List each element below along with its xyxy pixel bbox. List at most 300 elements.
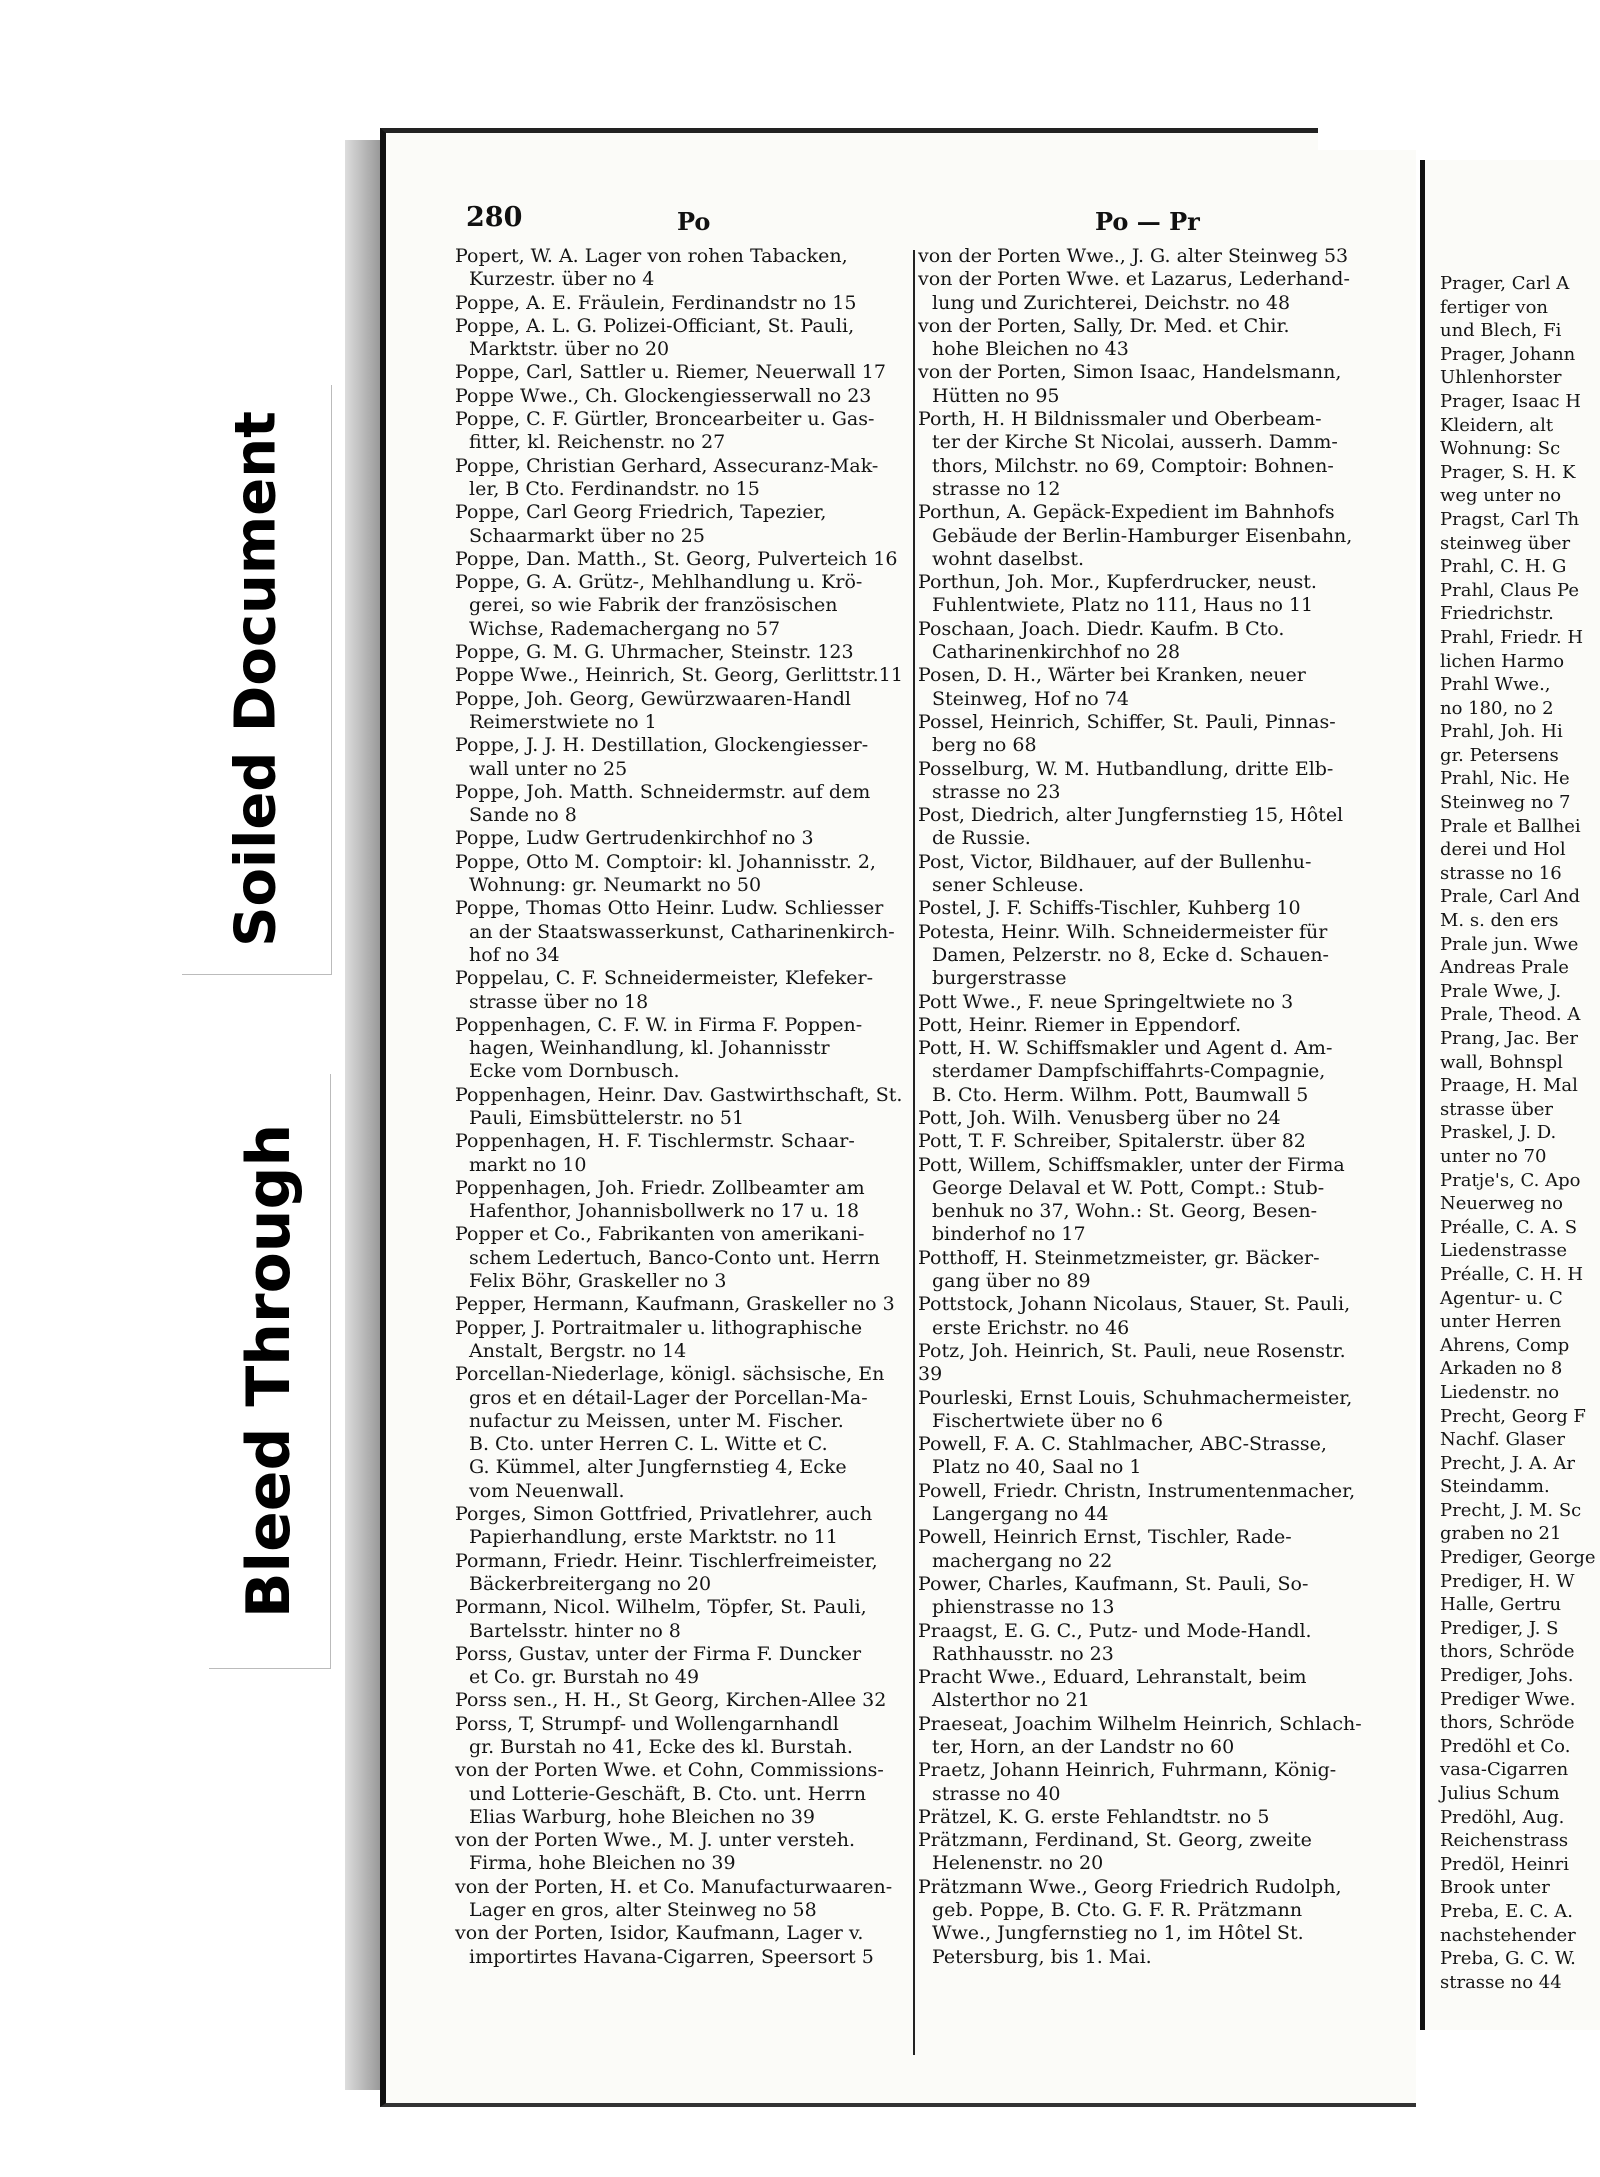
entry-line: Pott, Willem, Schiffsmakler, unter der Firma bbox=[918, 1153, 1345, 1176]
entry-line: Poppe, G. A. Grütz-, Mehlhandlung u. Krö- bbox=[455, 571, 863, 594]
partial-entry-line: Liedenstrasse bbox=[1440, 1240, 1568, 1262]
entry-line: Poppenhagen, Heinr. Dav. Gastwirthschaft, St. bbox=[455, 1083, 903, 1106]
entry-line: von der Porten Wwe. et Lazarus, Lederhand- bbox=[918, 268, 1350, 291]
entry-line: gang über no 89 bbox=[932, 1270, 1091, 1293]
entry-line: gros et en détail-Lager der Porcellan-Ma- bbox=[469, 1386, 868, 1409]
entry-line: Poppenhagen, C. F. W. in Firma F. Poppen- bbox=[455, 1013, 863, 1036]
partial-entry-line: Prahl, Friedr. H bbox=[1440, 626, 1584, 648]
directory-entry bbox=[455, 1223, 917, 1293]
entry-line: Reimerstwiete no 1 bbox=[469, 710, 657, 733]
entry-line: Porss sen., H. H., St Georg, Kirchen-Allee 32 bbox=[455, 1689, 887, 1712]
partial-entry-line: unter no 70 bbox=[1440, 1145, 1547, 1167]
entry-line: Ecke vom Dornbusch. bbox=[469, 1060, 680, 1083]
partial-entry-line: Pratje's, C. Apo bbox=[1440, 1169, 1581, 1191]
partial-entry-line: Steindamm. bbox=[1440, 1476, 1550, 1498]
entry-line: machergang no 22 bbox=[932, 1549, 1113, 1572]
entry-line: strasse no 23 bbox=[932, 780, 1061, 803]
entry-line: Fuhlentwiete, Platz no 111, Haus no 11 bbox=[932, 594, 1314, 617]
entry-line: Pormann, Nicol. Wilhelm, Töpfer, St. Pauli, bbox=[455, 1596, 867, 1619]
directory-entry bbox=[455, 1876, 917, 1923]
directory-entry bbox=[455, 501, 917, 548]
entry-line: Elias Warburg, hohe Bleichen no 39 bbox=[469, 1805, 815, 1828]
entry-line: Prätzel, K. G. erste Fehlandtstr. no 5 bbox=[918, 1805, 1270, 1828]
directory-entry bbox=[918, 1107, 1370, 1130]
partial-entry-line: Reichenstrass bbox=[1440, 1830, 1569, 1852]
entry-line: Power, Charles, Kaufmann, St. Pauli, So- bbox=[918, 1572, 1309, 1595]
entry-line: Wwe., Jungfernstieg no 1, im Hôtel St. bbox=[932, 1922, 1304, 1945]
partial-entry-line: Prale, Theod. A bbox=[1440, 1004, 1581, 1026]
partial-entry-line: Prediger, George bbox=[1440, 1547, 1596, 1569]
entry-line: wall unter no 25 bbox=[469, 757, 628, 780]
directory-entry bbox=[455, 827, 917, 850]
partial-entry-line: strasse über bbox=[1440, 1098, 1554, 1120]
entry-line: Wichse, Rademachergang no 57 bbox=[469, 617, 781, 640]
entry-line: phienstrasse no 13 bbox=[932, 1596, 1115, 1619]
directory-entry bbox=[455, 571, 917, 641]
entry-line: B. Cto. Herm. Wilhm. Pott, Baumwall 5 bbox=[932, 1083, 1309, 1106]
partial-entry-line: steinweg über bbox=[1440, 532, 1571, 554]
entry-line: Potesta, Heinr. Wilh. Schneidermeister für bbox=[918, 920, 1328, 943]
partial-entry-line: Prahl Wwe., bbox=[1440, 674, 1551, 696]
partial-entry-line: Prale jun. Wwe bbox=[1440, 933, 1579, 955]
entry-line: Poppe, Dan. Matth., St. Georg, Pulverteich 16 bbox=[455, 547, 898, 570]
partial-entry-line: und Blech, Fi bbox=[1440, 320, 1562, 342]
entry-line: und Lotterie-Geschäft, B. Cto. unt. Herrn bbox=[469, 1782, 866, 1805]
directory-entry bbox=[918, 1014, 1370, 1037]
partial-entry-line: Prediger, Johs. bbox=[1440, 1665, 1574, 1687]
entry-line: thors, Milchstr. no 69, Comptoir: Bohnen- bbox=[932, 454, 1334, 477]
entry-line: Popper, J. Portraitmaler u. lithographische bbox=[455, 1316, 863, 1339]
entry-line: B. Cto. unter Herren C. L. Witte et C. bbox=[469, 1433, 828, 1456]
soiled-document-label: Soiled Document bbox=[223, 411, 289, 947]
entry-line: Pott, T. F. Schreiber, Spitalerstr. über 82 bbox=[918, 1130, 1306, 1153]
entry-line: berg no 68 bbox=[932, 734, 1037, 757]
directory-entry bbox=[918, 1806, 1370, 1829]
running-head-right: Po — Pr bbox=[1095, 207, 1200, 236]
partial-entry-line: graben no 21 bbox=[1440, 1523, 1562, 1545]
entry-line: Pott, Heinr. Riemer in Eppendorf. bbox=[918, 1013, 1242, 1036]
entry-line: Posselburg, W. M. Hutbandlung, dritte Elb- bbox=[918, 757, 1334, 780]
entry-line: benhuk no 37, Wohn.: St. Georg, Besen- bbox=[932, 1200, 1318, 1223]
partial-entry-line: Neuerweg no bbox=[1440, 1193, 1563, 1215]
partial-entry-line: Prahl, Joh. Hi bbox=[1440, 721, 1563, 743]
partial-entry-line: gr. Petersens bbox=[1440, 744, 1559, 766]
entry-line: Kurzestr. über no 4 bbox=[469, 268, 655, 291]
partial-entry-line: Wohnung: Sc bbox=[1440, 438, 1561, 460]
entry-line: strasse no 12 bbox=[932, 477, 1061, 500]
entry-line: Post, Diedrich, alter Jungfernstieg 15, Hôtel bbox=[918, 804, 1344, 827]
entry-line: Platz no 40, Saal no 1 bbox=[932, 1456, 1142, 1479]
entry-line: Helenenstr. no 20 bbox=[932, 1852, 1104, 1875]
entry-line: Felix Böhr, Graskeller no 3 bbox=[469, 1270, 727, 1293]
entry-line: Prätzmann Wwe., Georg Friedrich Rudolph, bbox=[918, 1875, 1342, 1898]
partial-entry-line: Uhlenhorster bbox=[1440, 367, 1562, 389]
entry-line: Poppe Wwe., Ch. Glockengiesserwall no 23 bbox=[455, 384, 872, 407]
entry-line: von der Porten Wwe., J. G. alter Steinweg 53 bbox=[918, 245, 1349, 267]
directory-entry bbox=[455, 385, 917, 408]
entry-line: Fischertwiete über no 6 bbox=[932, 1409, 1163, 1432]
directory-column-middle bbox=[918, 245, 1370, 1969]
directory-entry bbox=[455, 455, 917, 502]
directory-entry bbox=[918, 1433, 1370, 1480]
entry-line: Popper et Co., Fabrikanten von amerikani- bbox=[455, 1223, 865, 1246]
directory-column-right-partial bbox=[1440, 272, 1600, 1994]
entry-line: Poppelau, C. F. Schneidermeister, Klefeker- bbox=[455, 967, 874, 990]
entry-line: Petersburg, bis 1. Mai. bbox=[932, 1945, 1152, 1968]
entry-line: von der Porten, H. et Co. Manufacturwaaren- bbox=[455, 1875, 893, 1898]
partial-entry-line: Prager, Johann bbox=[1440, 343, 1576, 365]
partial-entry-line: derei und Hol bbox=[1440, 839, 1566, 861]
partial-entry-line: nachstehender bbox=[1440, 1924, 1576, 1946]
entry-line: importirtes Havana-Cigarren, Speersort 5 bbox=[469, 1945, 874, 1968]
directory-entry bbox=[455, 641, 917, 664]
partial-entry-line: Agentur- u. C bbox=[1440, 1287, 1563, 1309]
entry-line: Poppenhagen, Joh. Friedr. Zollbeamter am bbox=[455, 1176, 865, 1199]
directory-entry bbox=[455, 1713, 917, 1760]
partial-entry-line: Brook unter bbox=[1440, 1877, 1550, 1899]
entry-line: an der Staatswasserkunst, Catharinenkirch- bbox=[469, 920, 895, 943]
partial-entry-line: Prager, Isaac H bbox=[1440, 390, 1582, 412]
entry-line: Praetz, Johann Heinrich, Fuhrmann, König- bbox=[918, 1759, 1337, 1782]
directory-entry bbox=[918, 1526, 1370, 1573]
directory-entry bbox=[918, 1876, 1370, 1969]
partial-entry-line: Prediger Wwe. bbox=[1440, 1688, 1576, 1710]
entry-line: Post, Victor, Bildhauer, auf der Bullenhu- bbox=[918, 850, 1312, 873]
page-gutter-shadow bbox=[345, 140, 380, 2090]
entry-line: Pormann, Friedr. Heinr. Tischlerfreimeister, bbox=[455, 1549, 878, 1572]
partial-entry-line: Prale et Ballhei bbox=[1440, 815, 1581, 837]
entry-line: G. Kümmel, alter Jungfernstieg 4, Ecke bbox=[469, 1456, 847, 1479]
directory-entry bbox=[455, 1363, 917, 1503]
entry-line: Potz, Joh. Heinrich, St. Pauli, neue Rosenstr. 39 bbox=[918, 1339, 1352, 1386]
entry-line: Papierhandlung, erste Marktstr. no 11 bbox=[469, 1526, 838, 1549]
directory-entry bbox=[918, 1247, 1370, 1294]
entry-line: Pourleski, Ernst Louis, Schuhmachermeister, bbox=[918, 1386, 1353, 1409]
directory-entry bbox=[455, 315, 917, 362]
directory-entry bbox=[918, 1130, 1370, 1153]
partial-entry-line: strasse no 44 bbox=[1440, 1971, 1562, 1993]
entry-line: et Co. gr. Burstah no 49 bbox=[469, 1666, 700, 1689]
partial-entry-line: Nachf. Glaser bbox=[1440, 1429, 1565, 1451]
entry-line: von der Porten Wwe. et Cohn, Commissions- bbox=[455, 1759, 884, 1782]
entry-line: hohe Bleichen no 43 bbox=[932, 338, 1129, 361]
directory-entry bbox=[918, 315, 1370, 362]
directory-entry bbox=[918, 664, 1370, 711]
entry-line: de Russie. bbox=[932, 827, 1031, 850]
partial-entry-line: Liedenstr. no bbox=[1440, 1381, 1560, 1403]
directory-entry bbox=[455, 1317, 917, 1364]
directory-entry bbox=[918, 758, 1370, 805]
entry-line: Rathhausstr. no 23 bbox=[932, 1642, 1114, 1665]
entry-line: von der Porten, Sally, Dr. Med. et Chir. bbox=[918, 314, 1290, 337]
entry-line: Anstalt, Bergstr. no 14 bbox=[469, 1339, 687, 1362]
partial-entry-line: Pragst, Carl Th bbox=[1440, 508, 1580, 530]
entry-line: Pauli, Eimsbüttelerstr. no 51 bbox=[469, 1106, 745, 1129]
entry-line: binderhof no 17 bbox=[932, 1223, 1086, 1246]
partial-entry-line: Ahrens, Comp bbox=[1440, 1334, 1570, 1356]
partial-entry-line: Precht, Georg F bbox=[1440, 1405, 1586, 1427]
directory-entry bbox=[918, 851, 1370, 898]
partial-entry-line: weg unter no bbox=[1440, 485, 1562, 507]
entry-line: Poppe, A. E. Fräulein, Ferdinandstr no 15 bbox=[455, 291, 857, 314]
entry-line: Poppe Wwe., Heinrich, St. Georg, Gerlittstr.11 bbox=[455, 664, 903, 687]
partial-entry-line: Prediger, H. W bbox=[1440, 1570, 1575, 1592]
partial-entry-line: wall, Bohnspl bbox=[1440, 1051, 1563, 1073]
entry-line: Postel, J. F. Schiffs-Tischler, Kuhberg 10 bbox=[918, 897, 1301, 920]
partial-entry-line: vasa-Cigarren bbox=[1440, 1759, 1569, 1781]
entry-line: Porthun, Joh. Mor., Kupferdrucker, neust. bbox=[918, 571, 1317, 594]
partial-entry-line: Andreas Prale bbox=[1440, 957, 1569, 979]
entry-line: sterdamer Dampfschiffahrts-Compagnie, bbox=[932, 1060, 1326, 1083]
partial-entry-line: Prale, Carl And bbox=[1440, 886, 1581, 908]
partial-entry-line: Praage, H. Mal bbox=[1440, 1075, 1578, 1097]
partial-entry-line: Halle, Gertru bbox=[1440, 1594, 1562, 1616]
directory-entry bbox=[455, 688, 917, 735]
directory-entry bbox=[455, 1293, 917, 1316]
entry-line: Powell, F. A. C. Stahlmacher, ABC-Strasse, bbox=[918, 1433, 1327, 1456]
entry-line: geb. Poppe, B. Cto. G. F. R. Prätzmann bbox=[932, 1899, 1303, 1922]
right-black-bar bbox=[1318, 0, 1600, 150]
entry-line: vom Neuenwall. bbox=[469, 1479, 625, 1502]
bleed-through-label: Bleed Through bbox=[234, 1123, 304, 1618]
entry-line: wohnt daselbst. bbox=[932, 547, 1084, 570]
entry-line: sener Schleuse. bbox=[932, 874, 1085, 897]
directory-entry bbox=[455, 664, 917, 687]
directory-entry bbox=[918, 245, 1370, 268]
directory-entry bbox=[455, 851, 917, 898]
entry-line: Praeseat, Joachim Wilhelm Heinrich, Schlach- bbox=[918, 1712, 1362, 1735]
partial-entry-line: Predöhl, Aug. bbox=[1440, 1806, 1565, 1828]
entry-line: Poppe, Joh. Matth. Schneidermstr. auf dem bbox=[455, 780, 871, 803]
entry-line: Poppe, C. F. Gürtler, Broncearbeiter u. Gas- bbox=[455, 408, 875, 431]
entry-line: gr. Burstah no 41, Ecke des kl. Burstah. bbox=[469, 1736, 853, 1758]
partial-entry-line: M. s. den ers bbox=[1440, 910, 1559, 932]
entry-line: Popert, W. A. Lager von rohen Tabacken, bbox=[455, 245, 848, 267]
directory-entry bbox=[918, 1387, 1370, 1434]
entry-line: von der Porten Wwe., M. J. unter versteh. bbox=[455, 1829, 856, 1852]
directory-entry bbox=[455, 1759, 917, 1829]
entry-line: Porges, Simon Gottfried, Privatlehrer, auch bbox=[455, 1503, 873, 1526]
entry-line: Poppe, G. M. G. Uhrmacher, Steinstr. 123 bbox=[455, 641, 854, 664]
entry-line: gerei, so wie Fabrik der französischen bbox=[469, 594, 838, 617]
directory-entry bbox=[918, 1713, 1370, 1760]
partial-entry-line: Prahl, Nic. He bbox=[1440, 768, 1570, 790]
entry-line: Alsterthor no 21 bbox=[932, 1689, 1090, 1712]
directory-entry bbox=[455, 967, 917, 1014]
entry-line: nufactur zu Meissen, unter M. Fischer. bbox=[469, 1409, 844, 1432]
entry-line: hagen, Weinhandlung, kl. Johannisstr bbox=[469, 1037, 830, 1060]
entry-line: erste Erichstr. no 46 bbox=[932, 1316, 1130, 1339]
bleed-through-sticker bbox=[208, 1073, 330, 1668]
directory-entry bbox=[455, 1643, 917, 1690]
directory-entry bbox=[918, 1154, 1370, 1247]
entry-line: Hafenthor, Johannisbollwerk no 17 u. 18 bbox=[469, 1200, 860, 1223]
entry-line: Pepper, Hermann, Kaufmann, Graskeller no 3 bbox=[455, 1293, 895, 1316]
partial-entry-line: Preba, E. C. A. bbox=[1440, 1900, 1573, 1922]
entry-line: von der Porten, Isidor, Kaufmann, Lager v. bbox=[455, 1922, 864, 1945]
entry-line: Powell, Heinrich Ernst, Tischler, Rade- bbox=[918, 1526, 1292, 1549]
partial-entry-line: lichen Harmo bbox=[1440, 650, 1565, 672]
directory-entry bbox=[918, 1666, 1370, 1713]
directory-entry bbox=[455, 245, 917, 292]
partial-entry-line: Kleidern, alt bbox=[1440, 414, 1554, 436]
directory-entry bbox=[918, 1620, 1370, 1667]
partial-entry-line: no 180, no 2 bbox=[1440, 697, 1554, 719]
directory-entry bbox=[918, 501, 1370, 571]
directory-entry bbox=[455, 1829, 917, 1876]
partial-entry-line: thors, Schröde bbox=[1440, 1712, 1575, 1734]
entry-line: hof no 34 bbox=[469, 943, 560, 966]
partial-entry-line: Predöhl et Co. bbox=[1440, 1735, 1571, 1757]
entry-line: Bäckerbreitergang no 20 bbox=[469, 1572, 712, 1595]
entry-line: Bartelsstr. hinter no 8 bbox=[469, 1619, 681, 1642]
entry-line: Schaarmarkt über no 25 bbox=[469, 524, 705, 547]
partial-entry-line: Préalle, C. A. S bbox=[1440, 1216, 1578, 1238]
entry-line: Porcellan-Niederlage, königl. sächsische, En bbox=[455, 1363, 885, 1386]
partial-entry-line: Prahl, C. H. G bbox=[1440, 556, 1567, 578]
entry-line: lung und Zurichterei, Deichstr. no 48 bbox=[932, 291, 1291, 314]
directory-entry bbox=[918, 897, 1370, 920]
entry-line: Wohnung: gr. Neumarkt no 50 bbox=[469, 874, 762, 897]
directory-entry bbox=[455, 1503, 917, 1550]
entry-line: ter, Horn, an der Landstr no 60 bbox=[932, 1736, 1235, 1758]
partial-entry-line: Préalle, C. H. H bbox=[1440, 1263, 1584, 1285]
directory-entry bbox=[918, 991, 1370, 1014]
entry-line: Marktstr. über no 20 bbox=[469, 338, 670, 361]
directory-entry bbox=[455, 548, 917, 571]
entry-line: Powell, Friedr. Christn, Instrumentenmacher, bbox=[918, 1479, 1356, 1502]
entry-line: Poppe, A. L. G. Polizei-Officiant, St. Pauli, bbox=[455, 314, 855, 337]
entry-line: Pracht Wwe., Eduard, Lehranstalt, beim bbox=[918, 1666, 1307, 1689]
entry-line: strasse no 40 bbox=[932, 1782, 1061, 1805]
entry-line: Praagst, E. G. C., Putz- und Mode-Handl. bbox=[918, 1619, 1312, 1642]
entry-line: Poppe, Carl, Sattler u. Riemer, Neuerwall 17 bbox=[455, 361, 886, 384]
partial-entry-line: Prang, Jac. Ber bbox=[1440, 1028, 1578, 1049]
entry-line: Posen, D. H., Wärter bei Kranken, neuer bbox=[918, 664, 1306, 687]
entry-line: Langergang no 44 bbox=[932, 1503, 1109, 1526]
directory-entry bbox=[455, 1084, 917, 1131]
entry-line: Pottstock, Johann Nicolaus, Stauer, St. Pauli, bbox=[918, 1293, 1351, 1316]
entry-line: Damen, Pelzerstr. no 8, Ecke d. Schauen- bbox=[932, 943, 1329, 966]
entry-line: Poschaan, Joach. Diedr. Kaufm. B Cto. bbox=[918, 617, 1285, 640]
entry-line: Catharinenkirchhof no 28 bbox=[932, 641, 1181, 664]
directory-entry bbox=[455, 408, 917, 455]
directory-entry bbox=[918, 1293, 1370, 1340]
entry-line: Poppe, Otto M. Comptoir: kl. Johannisstr. 2, bbox=[455, 850, 876, 873]
partial-entry-line: Precht, J. M. Sc bbox=[1440, 1499, 1582, 1521]
partial-entry-line: Julius Schum bbox=[1440, 1783, 1560, 1804]
entry-line: markt no 10 bbox=[469, 1153, 587, 1176]
directory-entry bbox=[455, 781, 917, 828]
directory-entry bbox=[918, 1759, 1370, 1806]
partial-entry-line: Prediger, J. S bbox=[1440, 1617, 1559, 1639]
partial-entry-line: thors, Schröde bbox=[1440, 1641, 1575, 1663]
entry-line: ter der Kirche St Nicolai, ausserh. Damm- bbox=[932, 431, 1338, 454]
entry-line: strasse über no 18 bbox=[469, 990, 649, 1013]
partial-entry-line: Prahl, Claus Pe bbox=[1440, 579, 1580, 601]
partial-entry-line: Prale Wwe, J. bbox=[1440, 980, 1562, 1002]
directory-entry bbox=[455, 897, 917, 967]
partial-entry-line: unter Herren bbox=[1440, 1311, 1562, 1333]
directory-entry bbox=[918, 1573, 1370, 1620]
directory-entry bbox=[918, 1340, 1370, 1387]
partial-entry-line: Friedrichstr. bbox=[1440, 603, 1554, 625]
directory-entry bbox=[455, 734, 917, 781]
entry-line: von der Porten, Simon Isaac, Handelsmann, bbox=[918, 361, 1342, 384]
directory-entry bbox=[918, 1480, 1370, 1527]
directory-entry bbox=[455, 1130, 917, 1177]
entry-line: Hütten no 95 bbox=[932, 384, 1060, 407]
entry-line: Porth, H. H Bildnissmaler und Oberbeam- bbox=[918, 408, 1322, 431]
entry-line: Porss, T, Strumpf- und Wollengarnhandl bbox=[455, 1712, 839, 1735]
entry-line: ler, B Cto. Ferdinandstr. no 15 bbox=[469, 477, 760, 500]
page-number: 280 bbox=[466, 202, 523, 233]
entry-line: Gebäude der Berlin-Hamburger Eisenbahn, bbox=[932, 524, 1353, 547]
directory-entry bbox=[455, 1922, 917, 1969]
entry-line: Possel, Heinrich, Schiffer, St. Pauli, Pinnas- bbox=[918, 710, 1336, 733]
directory-entry bbox=[918, 571, 1370, 618]
entry-line: Potthoff, H. Steinmetzmeister, gr. Bäcker- bbox=[918, 1246, 1320, 1269]
partial-entry-line: Praskel, J. D. bbox=[1440, 1122, 1557, 1144]
directory-entry bbox=[918, 711, 1370, 758]
directory-entry bbox=[918, 921, 1370, 991]
directory-entry bbox=[455, 1177, 917, 1224]
entry-line: Poppenhagen, H. F. Tischlermstr. Schaar- bbox=[455, 1130, 855, 1153]
entry-line: Poppe, Christian Gerhard, Assecuranz-Mak- bbox=[455, 454, 879, 477]
entry-line: Lager en gros, alter Steinweg no 58 bbox=[469, 1899, 817, 1922]
directory-entry bbox=[918, 804, 1370, 851]
entry-line: Firma, hohe Bleichen no 39 bbox=[469, 1852, 736, 1875]
entry-line: Poppe, Thomas Otto Heinr. Ludw. Schliesser bbox=[455, 897, 884, 920]
entry-line: Poppe, J. J. H. Destillation, Glockengiesser- bbox=[455, 734, 869, 757]
entry-line: Prätzmann, Ferdinand, St. Georg, zweite bbox=[918, 1829, 1312, 1852]
directory-entry bbox=[918, 408, 1370, 501]
partial-entry-line: fertiger von bbox=[1440, 296, 1549, 318]
directory-entry bbox=[455, 1014, 917, 1084]
partial-entry-line: Prager, Carl A bbox=[1440, 273, 1570, 294]
partial-entry-line: Precht, J. A. Ar bbox=[1440, 1452, 1576, 1474]
entry-line: Sande no 8 bbox=[469, 804, 577, 827]
entry-line: schem Ledertuch, Banco-Conto unt. Herrn bbox=[469, 1246, 880, 1269]
directory-entry bbox=[455, 1689, 917, 1712]
entry-line: fitter, kl. Reichenstr. no 27 bbox=[469, 431, 726, 454]
entry-line: Porss, Gustav, unter der Firma F. Duncker bbox=[455, 1642, 862, 1665]
entry-line: Porthun, A. Gepäck-Expedient im Bahnhofs bbox=[918, 501, 1335, 524]
directory-entry bbox=[455, 1596, 917, 1643]
directory-column-left bbox=[455, 245, 917, 1969]
entry-line: Poppe, Carl Georg Friedrich, Tapezier, bbox=[455, 501, 827, 524]
directory-entry bbox=[918, 1037, 1370, 1107]
partial-entry-line: Steinweg no 7 bbox=[1440, 792, 1571, 814]
partial-entry-line: Arkaden no 8 bbox=[1440, 1358, 1563, 1380]
partial-entry-line: Predöl, Heinri bbox=[1440, 1853, 1569, 1875]
entry-line: Pott Wwe., F. neue Springeltwiete no 3 bbox=[918, 990, 1294, 1013]
directory-entry bbox=[455, 292, 917, 315]
directory-entry bbox=[918, 618, 1370, 665]
partial-entry-line: Prager, S. H. K bbox=[1440, 461, 1576, 483]
directory-entry bbox=[918, 1829, 1370, 1876]
partial-entry-line: Preba, G. C. W. bbox=[1440, 1948, 1576, 1970]
entry-line: George Delaval et W. Pott, Compt.: Stub- bbox=[932, 1176, 1325, 1199]
entry-line: Poppe, Ludw Gertrudenkirchhof no 3 bbox=[455, 827, 814, 850]
directory-entry bbox=[455, 1550, 917, 1597]
entry-line: burgerstrasse bbox=[932, 967, 1067, 990]
entry-line: Poppe, Joh. Georg, Gewürzwaaren-Handl bbox=[455, 687, 851, 710]
entry-line: Pott, Joh. Wilh. Venusberg über no 24 bbox=[918, 1106, 1281, 1129]
running-head-left: Po bbox=[677, 207, 711, 236]
soiled-document-sticker bbox=[181, 384, 331, 974]
partial-entry-line: strasse no 16 bbox=[1440, 862, 1562, 884]
